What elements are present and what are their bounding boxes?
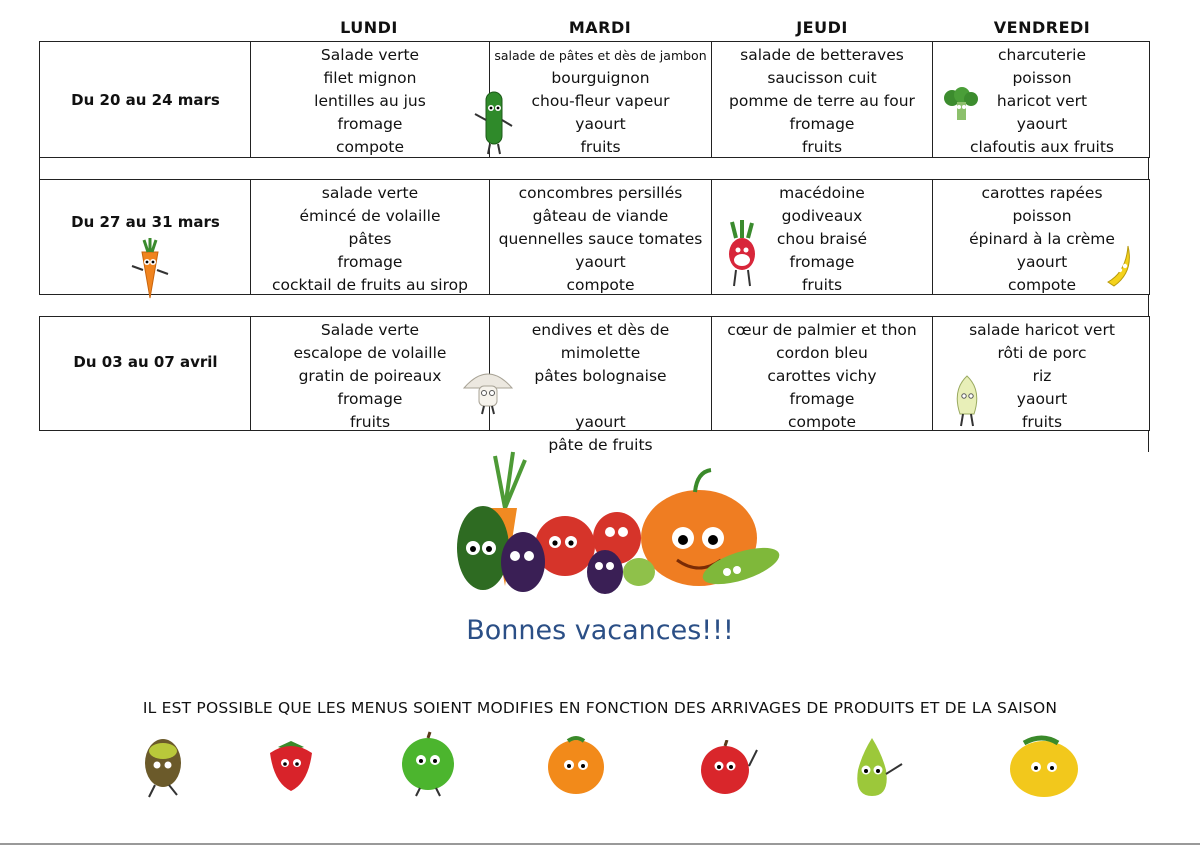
meal-item: Salade verte <box>320 321 420 339</box>
menu-cell-jeudi <box>712 317 933 430</box>
red-apple-icon <box>695 740 761 798</box>
meal-item: pâtes bolognaise <box>534 367 667 385</box>
meal-item: poisson <box>1012 207 1072 225</box>
meal-item: clafoutis aux fruits <box>969 138 1114 156</box>
week-label: Du 27 au 31 mars <box>71 213 220 231</box>
strawberry-icon <box>258 735 324 797</box>
meal-item: chou braisé <box>776 230 868 248</box>
meal-item: charcuterie <box>997 46 1087 64</box>
meal-item: salade de betteraves <box>740 46 904 64</box>
meal-item: riz <box>1032 367 1052 385</box>
meal-item: carottes vichy <box>767 367 877 385</box>
lemon-icon <box>1002 733 1086 803</box>
meal-item: compote <box>787 413 857 431</box>
kiwi-icon <box>135 733 195 799</box>
meal-item: pomme de terre au four <box>729 92 915 110</box>
meal-item: fruits <box>801 276 843 294</box>
week-label: Du 03 au 07 avril <box>73 352 218 371</box>
meal-item: pâtes <box>348 230 392 248</box>
meal-item: godiveaux <box>781 207 863 225</box>
meal-item: épinard à la crème <box>969 230 1115 248</box>
menu-cell-mardi <box>490 180 712 294</box>
meal-item: fruits <box>349 413 391 431</box>
separator <box>1148 430 1149 452</box>
day-header-jeudi: JEUDI <box>796 18 848 37</box>
vegetable-group-icon <box>455 448 790 600</box>
week-label-cell <box>40 317 251 430</box>
meal-item: fromage <box>789 253 855 271</box>
week-row-1 <box>39 41 1150 158</box>
carrot-icon <box>128 238 172 306</box>
meal-item: salade de pâtes et dès de jambon <box>494 48 707 63</box>
meal-item: quennelles sauce tomates <box>498 230 703 248</box>
pear-icon <box>836 730 908 802</box>
meal-item: escalope de volaille <box>293 344 447 362</box>
meal-item: émincé de volaille <box>299 207 441 225</box>
meal-item: yaourt <box>575 413 626 431</box>
meal-item: fruits <box>1021 413 1063 431</box>
meal-item: fromage <box>337 253 403 271</box>
meal-item: cocktail de fruits au sirop <box>272 276 468 294</box>
separator <box>1148 294 1149 317</box>
meal-item: compote <box>566 276 635 294</box>
meal-item: poisson <box>1012 69 1072 87</box>
meal-item: fromage <box>337 115 403 133</box>
meal-item: fromage <box>789 390 855 408</box>
meal-item: fruits <box>580 138 621 156</box>
day-header-lundi: LUNDI <box>340 18 398 37</box>
menu-cell-mardi <box>490 42 712 157</box>
meal-item: Salade verte <box>320 46 420 64</box>
meal-item: carottes rapées <box>981 184 1103 202</box>
broccoli-icon <box>940 86 982 126</box>
menu-cell-jeudi <box>712 42 933 157</box>
menu-cell-mardi <box>490 317 712 454</box>
separator <box>1148 157 1149 180</box>
green-apple-icon <box>392 730 464 798</box>
cucumber-icon <box>472 88 522 156</box>
week-row-2 <box>39 179 1150 295</box>
notice-text: IL EST POSSIBLE QUE LES MENUS SOIENT MODIFIES EN FONCTION DES ARRIVAGES DE PRODUITS ET DE LA SAISON <box>142 699 1058 717</box>
meal-item: cordon bleu <box>776 344 868 362</box>
meal-item: bourguignon <box>551 69 650 87</box>
menu-cell-lundi <box>251 180 490 294</box>
bottom-divider <box>0 843 1200 845</box>
banana-icon <box>1100 242 1140 288</box>
meal-item: concombres persillés <box>518 184 683 202</box>
separator <box>39 157 40 180</box>
menu-cell-lundi <box>251 42 490 157</box>
meal-item <box>490 388 711 411</box>
meal-item: salade verte <box>321 184 419 202</box>
meal-item: compote <box>1007 276 1077 294</box>
meal-item: endives et dès de mimolette <box>531 321 670 362</box>
meal-item: yaourt <box>575 115 626 133</box>
meal-item: saucisson cuit <box>767 69 877 87</box>
page-title: Bonnes vacances!!! <box>466 615 734 646</box>
orange-icon <box>542 733 612 799</box>
mushroom-icon <box>460 366 516 416</box>
menu-cell-lundi <box>251 317 490 430</box>
meal-item: filet mignon <box>323 69 417 87</box>
meal-item: salade haricot vert <box>969 321 1115 339</box>
week-label-cell <box>40 42 251 157</box>
meal-item: yaourt <box>575 253 626 271</box>
meal-item: yaourt <box>1016 390 1068 408</box>
meal-item: cœur de palmier et thon <box>727 321 917 339</box>
meal-item: pâte de fruits <box>548 436 653 454</box>
meal-item: fruits <box>801 138 843 156</box>
meal-item: gratin de poireaux <box>298 367 442 385</box>
meal-item: haricot vert <box>996 92 1088 110</box>
meal-item: rôti de porc <box>997 344 1087 362</box>
day-header-mardi: MARDI <box>568 18 632 37</box>
meal-item: lentilles au jus <box>314 92 426 110</box>
meal-item: chou-fleur vapeur <box>531 92 670 110</box>
week-label: Du 20 au 24 mars <box>71 90 220 109</box>
radish-icon <box>722 220 762 290</box>
meal-item: fromage <box>337 390 403 408</box>
endive-icon <box>946 374 988 428</box>
meal-item: gâteau de viande <box>532 207 669 225</box>
meal-item: yaourt <box>1016 253 1068 271</box>
meal-item: compote <box>335 138 405 156</box>
meal-item: fromage <box>789 115 855 133</box>
meal-item: yaourt <box>1016 115 1068 133</box>
meal-item: macédoine <box>779 184 865 202</box>
day-header-vendredi: VENDREDI <box>993 18 1091 37</box>
